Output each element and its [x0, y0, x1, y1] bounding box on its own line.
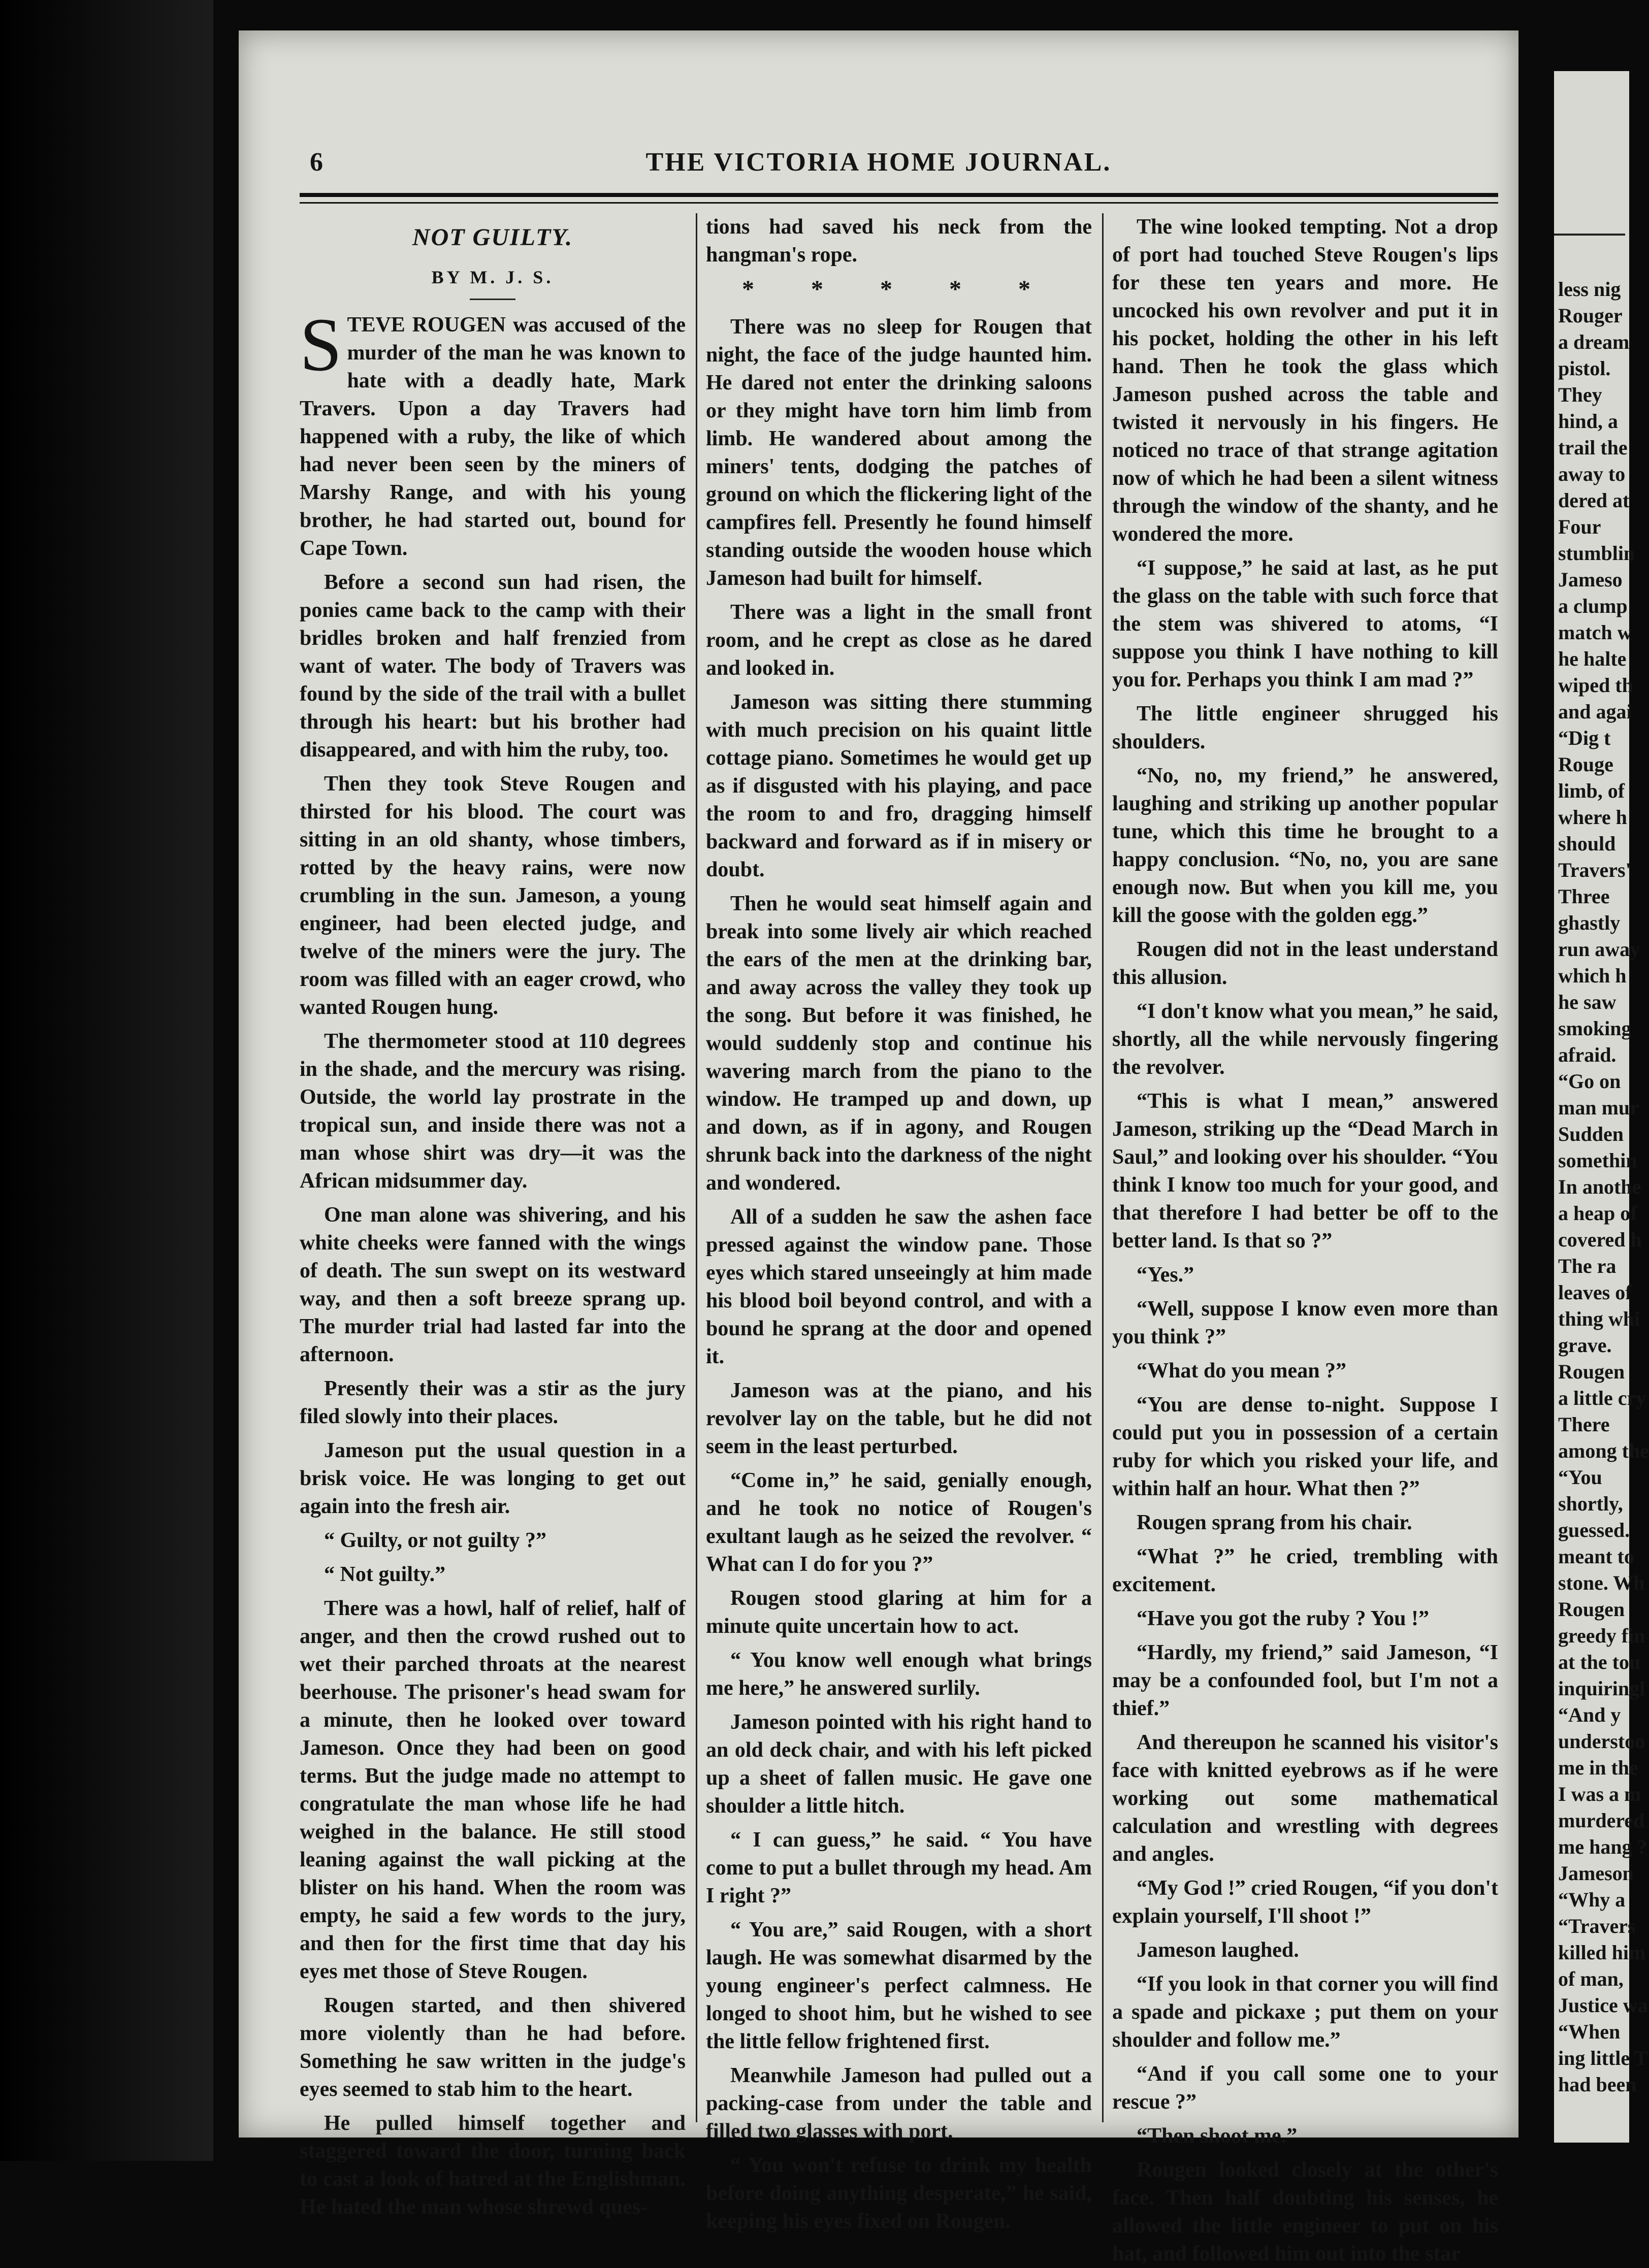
- facing-page-fragment: [1554, 71, 1649, 2143]
- facing-page-line: of man,: [1558, 1967, 1624, 1990]
- paragraph: Rougen looked closely at the other's face. Then half doubting his senses, he allowed the little engineer to put on his hat, and followed him out into the star: [1112, 2158, 1498, 2265]
- paragraph: “What ?” he cried, trembling with excitement.: [1112, 1545, 1498, 1596]
- page-number: 6: [310, 148, 325, 177]
- facing-page-line: a clump: [1558, 595, 1628, 617]
- facing-page-line: where h: [1558, 806, 1627, 829]
- paragraph: And thereupon he scanned his visitor's face with knitted eyebrows as if he were working out some mathematical calculation and wrestling with degrees and angles.: [1112, 1731, 1498, 1866]
- facing-page-line: meant to: [1558, 1545, 1634, 1568]
- facing-page-line: Rouger: [1558, 304, 1623, 327]
- facing-page-line: limb, of: [1558, 779, 1625, 802]
- facing-page-line: and agai: [1558, 700, 1632, 723]
- facing-page-line: me hang ?: [1558, 1835, 1647, 1858]
- paragraph: “And if you call some one to your rescue ?”: [1112, 2062, 1498, 2114]
- paragraph: Jameson was sitting there stumming with much precision on his quaint little cottage piano. Sometimes he would get up as if disgusted with his playing, and pace the room to and fro, dragging himself backward and forward as if in misery or doubt.: [706, 691, 1092, 881]
- drop-cap: S: [300, 303, 342, 387]
- facing-page-line: wiped th: [1558, 674, 1633, 697]
- paragraph: “Come in,” he said, genially enough, and he took no notice of Rougen's exultant laugh as he seized the revolver. “ What can I do for you ?”: [706, 1469, 1092, 1576]
- paragraph: “I suppose,” he said at last, as he put the glass on the table with such force that the stem was shivered to atoms, “I suppose you think I have nothing to kill you for. Perhaps you think I am mad ?”: [1112, 556, 1498, 692]
- facing-page-line: I was a m: [1558, 1783, 1641, 1805]
- facing-page-line: a heap of: [1558, 1202, 1637, 1225]
- column-divider: [696, 213, 697, 2122]
- facing-page-line: killed him: [1558, 1941, 1646, 1964]
- paragraph: Rougen did not in the least understand this allusion.: [1112, 938, 1498, 989]
- header-rule-thin: [300, 202, 1498, 204]
- facing-page-line: Four: [1558, 515, 1601, 538]
- paragraph: There was a light in the small front room, and he crept as close as he dared and looked in.: [706, 601, 1092, 680]
- facing-page-line: stumblin: [1558, 542, 1635, 565]
- paragraph: “ Not guilty.”: [324, 1563, 446, 1586]
- section-separator: * * * * *: [742, 276, 1056, 303]
- facing-page-line: Rouge: [1558, 753, 1613, 776]
- facing-page-line: which h: [1558, 964, 1627, 987]
- facing-page-column: [1554, 236, 1649, 2098]
- facing-page-line: trail the: [1558, 436, 1628, 459]
- column-2: [706, 213, 1092, 2233]
- facing-page-line: ghastly: [1558, 911, 1621, 934]
- paragraph: “ Guilty, or not guilty ?”: [324, 1529, 546, 1552]
- paragraph: Rougen started, and then shivered more violently than he had before. Something he saw written in the judge's eyes seemed to stab him to the heart.: [300, 1994, 686, 2101]
- facing-page-line: grave.: [1558, 1334, 1612, 1357]
- paragraph: tions had saved his neck from the hangman's rope.: [706, 215, 1092, 267]
- paragraph: “Then shoot me.”: [1137, 2124, 1298, 2148]
- facing-page-line: away to: [1558, 463, 1626, 485]
- facing-page-line: “Dig t: [1558, 727, 1611, 749]
- facing-page-line: should: [1558, 832, 1616, 855]
- facing-page-line: he saw: [1558, 991, 1616, 1013]
- paragraph: Then he would seat himself again and break into some lively air which reached the ears of the men at the drinking bar, and away across the valley they took up the song. But before it was finished, he would suddenly stop and continue his wavering march from the piano to the window. He tramped up and down, up and down, as if in agony, and Rougen shrunk back into the darkness of the night and wondered.: [706, 892, 1092, 1195]
- masthead-title: THE VICTORIA HOME JOURNAL.: [645, 148, 1112, 177]
- facing-page-line: murdered: [1558, 1809, 1645, 1832]
- facing-page-line: guessed.: [1558, 1519, 1630, 1541]
- facing-page-line: run away: [1558, 938, 1640, 961]
- paragraph: [300, 303, 686, 563]
- paragraph: The thermometer stood at 110 degrees in the shade, and the mercury was rising. Outside, the world lay prostrate in the tropical sun, and inside there was not a man whose shirt was dry—it was the African midsummer day.: [300, 1030, 686, 1193]
- facing-page-line: “You: [1558, 1466, 1602, 1489]
- facing-page-line: shortly,: [1558, 1492, 1623, 1515]
- paragraph: “Hardly, my friend,” said Jameson, “I may be a confounded fool, but I'm not a thief.”: [1112, 1641, 1498, 1720]
- facing-page-line: a little cry: [1558, 1387, 1646, 1409]
- paragraph: He pulled himself together and staggered toward the door, turning back to cast a look of hatred at the Englishman. He hated the man whose shrewd ques-: [300, 2112, 686, 2219]
- byline-rule: [470, 299, 515, 300]
- paragraph: “Have you got the ruby ? You !”: [1137, 1607, 1429, 1630]
- byline: BY M. J. S.: [431, 267, 554, 287]
- facing-page-line: man mur: [1558, 1096, 1639, 1119]
- facing-page-line: somethin: [1558, 1149, 1637, 1172]
- paragraph: “Yes.”: [1137, 1263, 1194, 1287]
- paragraph: “ You won't refuse to drink my health before doing anything desperate,” he said, keeping his eyes fixed on Rougen.: [706, 2154, 1092, 2233]
- paragraph: There was a howl, half of relief, half of anger, and then the crowd rushed out to wet their parched throats at the nearest beerhouse. The prisoner's head swam for a minute, then he looked over toward Jameson. Once they had been on good terms. But the judge made no attempt to congratulate the man whose life he had weighed in the balance. He still stood leaning against the wall picking at the blister on his hand. When the room was empty, he said a few words to the jury, and then for the first time that day his eyes met those of Steve Rougen.: [300, 1597, 686, 1983]
- facing-page-line: greedy fin: [1558, 1624, 1645, 1647]
- story-title: NOT GUILTY.: [412, 224, 573, 251]
- paragraph: “I don't know what you mean,” he said, shortly, all the while nervously fingering the revolver.: [1112, 1000, 1498, 1079]
- facing-page-line: dered at: [1558, 489, 1630, 512]
- newspaper-page: [239, 30, 1518, 2265]
- facing-page-line: less nig: [1558, 278, 1621, 301]
- facing-page-line: hind, a: [1558, 410, 1618, 433]
- column-1: [300, 213, 686, 2219]
- facing-page-line: stone. Wh: [1558, 1571, 1645, 1594]
- facing-page-line: “And y: [1558, 1703, 1621, 1726]
- facing-page-line: Travers': [1558, 859, 1631, 881]
- paragraph: Rougen sprang from his chair.: [1137, 1511, 1412, 1534]
- facing-page-line: Jameson: [1558, 1862, 1634, 1885]
- paragraph: One man alone was shivering, and his white cheeks were fanned with the wings of death. The sun swept on its westward way, and then a soft breeze sprang up. The murder trial had lasted far into the afternoon.: [300, 1203, 686, 1366]
- paragraph: Rougen stood glaring at him for a minute quite uncertain how to act.: [706, 1587, 1092, 1638]
- facing-page-line: The ra: [1558, 1255, 1616, 1277]
- facing-page-line: had been: [1558, 2073, 1637, 2096]
- facing-page-line: smoking: [1558, 1017, 1632, 1040]
- facing-page-line: “When: [1558, 2020, 1621, 2043]
- facing-page-line: covered h: [1558, 1228, 1642, 1251]
- facing-page-line: afraid.: [1558, 1043, 1616, 1066]
- facing-page-line: Three: [1558, 885, 1610, 908]
- running-head: [310, 147, 1447, 183]
- paragraph: “What do you mean ?”: [1137, 1359, 1347, 1383]
- facing-page-line: “Why a: [1558, 1888, 1626, 1911]
- facing-page-line: Rougen: [1558, 1598, 1625, 1621]
- paragraph: Jameson pointed with his right hand to an old deck chair, and with his left picked up a sheet of fallen music. He gave one shoulder a little hitch.: [706, 1711, 1092, 1818]
- paragraph: “You are dense to-night. Suppose I could put you in possession of a certain ruby for which you risked your life, and within half an hour. What then ?”: [1112, 1393, 1498, 1500]
- facing-page-line: They: [1558, 383, 1602, 406]
- facing-page-line: Rougen: [1558, 1360, 1625, 1383]
- paragraph-text: TEVE ROUGEN was accused of the murder of the man he was known to hate with a deadly hate, Mark Travers. Upon a day Travers had happened with a ruby, the like of which had never been seen by the miners of Marshy Range, and with his young brother, he had started out, bound for Cape Town.: [300, 313, 686, 560]
- facing-page-line: “Travers: [1558, 1915, 1636, 1937]
- paragraph: “If you look in that corner you will find a spade and pickaxe ; put them on your shoulder and follow me.”: [1112, 1973, 1498, 2052]
- facing-page-line: at the tou: [1558, 1651, 1641, 1673]
- paragraph: “No, no, my friend,” he answered, laughing and striking up another popular tune, which this time he brought to a happy conclusion. “No, no, you are sane enough now. But when you kill me, you kill the goose with the golden egg.”: [1112, 764, 1498, 927]
- facing-page-line: a dream: [1558, 331, 1630, 353]
- facing-page-line: thing whi: [1558, 1307, 1640, 1330]
- paragraph: Meanwhile Jameson had pulled out a packing-case from under the table and filled two glasses with port.: [706, 2064, 1092, 2143]
- paragraph: “ I can guess,” he said. “ You have come to put a bullet through my head. Am I right ?”: [706, 1828, 1092, 1908]
- header-rule-thick: [300, 193, 1498, 197]
- paragraph: “Well, suppose I know even more than you think ?”: [1112, 1297, 1498, 1349]
- paragraph: Presently their was a stir as the jury filed slowly into their places.: [300, 1377, 686, 1428]
- paragraph: The wine looked tempting. Not a drop of port had touched Steve Rougen's lips for these ten years and more. He uncocked his own revolver and put it in his pocket, holding the other in his left hand. Then he took the glass which Jameson pushed across the table and twisted it nervously in his fingers. He noticed no trace of that strange agitation now of which he had been a silent witness through the window of the shanty, and he wondered the more.: [1112, 215, 1498, 546]
- column-divider: [1102, 213, 1104, 2122]
- facing-page-line: “Go on: [1558, 1070, 1621, 1093]
- facing-page-line: inquiringl: [1558, 1677, 1645, 1700]
- facing-page-line: Jameso: [1558, 568, 1623, 591]
- paragraph: Before a second sun had risen, the ponies came back to the camp with their bridles broken and half frenzied from want of water. The body of Travers was found by the side of the trail with a bullet through his heart: but his brother had disappeared, and with him the ruby, too.: [300, 571, 686, 762]
- scan-background-left: [0, 0, 213, 2161]
- facing-page-line: leaves of: [1558, 1281, 1632, 1304]
- facing-page-line: Sudden: [1558, 1123, 1624, 1145]
- facing-page-line: understoo: [1558, 1730, 1645, 1753]
- paragraph: “ You are,” said Rougen, with a short laugh. He was somewhat disarmed by the young engineer's perfect calmness. He longed to shoot him, but he wished to see the little fellow frightened first.: [706, 1918, 1092, 2053]
- facing-page-line: In anothe: [1558, 1175, 1641, 1198]
- paragraph: There was no sleep for Rougen that night, the face of the judge haunted him. He dared not enter the drinking saloons or they might have torn him limb from limb. He wandered about among the miners' tents, dodging the patches of ground on which the flickering light of the campfires fell. Presently he found himself standing outside the wooden house which Jameson had built for himself.: [706, 315, 1092, 590]
- paragraph: Jameson put the usual question in a brisk voice. He was longing to get out again into the fresh air.: [300, 1439, 686, 1518]
- paragraph: The little engineer shrugged his shoulders.: [1112, 702, 1498, 753]
- facing-page-line: among the: [1558, 1439, 1649, 1462]
- paragraph: Jameson laughed.: [1137, 1938, 1299, 1962]
- facing-page-line: Justice wa: [1558, 1994, 1648, 2017]
- facing-page-line: he halte: [1558, 647, 1627, 670]
- facing-page-line: me in the: [1558, 1756, 1638, 1779]
- paragraph: All of a sudden he saw the ashen face pressed against the window pane. Those eyes which stared unseeingly at him made his blood boil beyond control, and with a bound he sprang at the door and opened it.: [706, 1205, 1092, 1368]
- facing-page-line: match w: [1558, 621, 1632, 644]
- paragraph: “My God !” cried Rougen, “if you don't explain yourself, I'll shoot !”: [1112, 1877, 1498, 1928]
- paragraph: Jameson was at the piano, and his revolver lay on the table, but he did not seem in the least perturbed.: [706, 1379, 1092, 1458]
- paragraph: “ You know well enough what brings me here,” he answered surlily.: [706, 1649, 1092, 1700]
- paragraph: Then they took Steve Rougen and thirsted for his blood. The court was sitting in an old shanty, whose timbers, rotted by the heavy rains, were now crumbling in the sun. Jameson, a young engineer, had been elected judge, and twelve of the miners were the jury. The room was filled with an eager crowd, who wanted Rougen hung.: [300, 772, 686, 1019]
- facing-page-line: pistol.: [1558, 357, 1611, 380]
- facing-page-line: There: [1558, 1413, 1610, 1436]
- column-3: [1112, 213, 1498, 2265]
- paragraph: “This is what I mean,” answered Jameson, striking up the “Dead March in Saul,” and looking over his shoulder. “You think I know too much for your good, and that therefore I had better be off to the better land. Is that so ?”: [1112, 1090, 1498, 1253]
- facing-page-line: ing little T: [1558, 2047, 1648, 2069]
- article-columns: [300, 213, 1498, 2265]
